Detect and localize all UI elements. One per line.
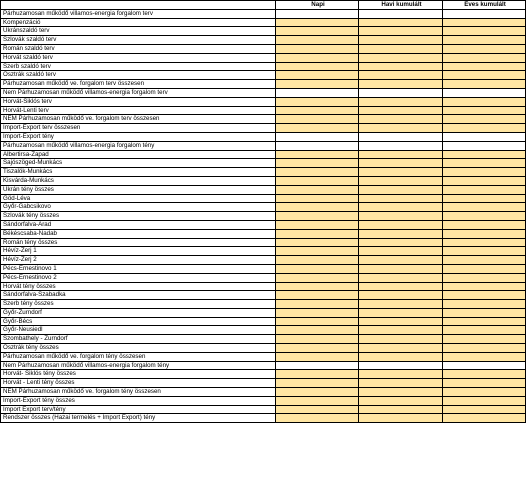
row-label: Nem Párhuzamosan működő villamos-energia forgalom terv <box>1 88 276 97</box>
monthly-cumulative-cell[interactable] <box>359 18 443 27</box>
row-label: Kisvárda-Munkács <box>1 176 276 185</box>
row-label: Horvát-Lenti terv <box>1 106 276 115</box>
monthly-cumulative-cell[interactable] <box>359 106 443 115</box>
yearly-cumulative-cell[interactable] <box>443 132 526 141</box>
yearly-cumulative-cell[interactable] <box>443 18 526 27</box>
row-label: Pécs-Ernestinovo 2 <box>1 273 276 282</box>
table-row <box>1 335 526 344</box>
row-label: Győr-Gabcsikovo <box>1 203 276 212</box>
daily-value-cell[interactable] <box>276 106 359 115</box>
monthly-cumulative-cell[interactable] <box>359 185 443 194</box>
yearly-cumulative-cell[interactable] <box>443 36 526 45</box>
section-row <box>1 9 526 18</box>
daily-value-cell[interactable] <box>276 388 359 397</box>
yearly-cumulative-cell[interactable] <box>443 194 526 203</box>
daily-value-cell[interactable] <box>276 27 359 36</box>
row-label: Import-Export terv összesen <box>1 124 276 133</box>
row-label: Import-Export tény <box>1 132 276 141</box>
yearly-cumulative-cell[interactable] <box>443 317 526 326</box>
monthly-cumulative-cell[interactable] <box>359 396 443 405</box>
daily-value-cell[interactable] <box>276 414 359 423</box>
table-row <box>1 159 526 168</box>
daily-value-cell[interactable] <box>276 264 359 273</box>
yearly-cumulative-cell[interactable] <box>443 344 526 353</box>
daily-value-cell[interactable] <box>276 326 359 335</box>
table-row <box>1 203 526 212</box>
row-label: Sándorfalva-Szabadka <box>1 291 276 300</box>
table-row <box>1 414 526 423</box>
row-label: Győr-Bécs <box>1 317 276 326</box>
table-row <box>1 53 526 62</box>
daily-value-cell[interactable] <box>276 194 359 203</box>
section-row <box>1 141 526 150</box>
row-label: Osztrák szaldó terv <box>1 71 276 80</box>
daily-value-cell[interactable] <box>276 80 359 89</box>
yearly-cumulative-cell[interactable] <box>443 308 526 317</box>
row-label: Hévíz-Zerj 2 <box>1 256 276 265</box>
monthly-cumulative-cell[interactable] <box>359 36 443 45</box>
daily-value-cell[interactable] <box>276 36 359 45</box>
table-row <box>1 317 526 326</box>
monthly-cumulative-cell[interactable] <box>359 124 443 133</box>
yearly-cumulative-cell[interactable] <box>443 370 526 379</box>
row-label: Göd-Léva <box>1 194 276 203</box>
row-label: Osztrák tény összes <box>1 344 276 353</box>
daily-value-cell[interactable] <box>276 379 359 388</box>
row-label: Párhuzamosan működő villamos-energia forgalom terv <box>1 9 276 18</box>
table-row <box>1 150 526 159</box>
header-yearly-cumulative: Éves kumulált <box>443 1 526 10</box>
yearly-cumulative-cell[interactable] <box>443 291 526 300</box>
yearly-cumulative-cell[interactable] <box>443 238 526 247</box>
row-label: Horvát- Siklós tény összes <box>1 370 276 379</box>
daily-value-cell[interactable] <box>276 62 359 71</box>
monthly-cumulative-cell[interactable] <box>359 141 443 150</box>
daily-value-cell[interactable] <box>276 9 359 18</box>
monthly-cumulative-cell[interactable] <box>359 414 443 423</box>
row-label: Szerb szaldó terv <box>1 62 276 71</box>
table-body <box>1 9 526 422</box>
table-row <box>1 326 526 335</box>
monthly-cumulative-cell[interactable] <box>359 361 443 370</box>
monthly-cumulative-cell[interactable] <box>359 168 443 177</box>
monthly-cumulative-cell[interactable] <box>359 150 443 159</box>
table-row <box>1 80 526 89</box>
monthly-cumulative-cell[interactable] <box>359 132 443 141</box>
monthly-cumulative-cell[interactable] <box>359 317 443 326</box>
table-row <box>1 344 526 353</box>
yearly-cumulative-cell[interactable] <box>443 379 526 388</box>
table-row <box>1 370 526 379</box>
monthly-cumulative-cell[interactable] <box>359 264 443 273</box>
monthly-cumulative-cell[interactable] <box>359 62 443 71</box>
row-label: Tiszalök-Munkács <box>1 168 276 177</box>
monthly-cumulative-cell[interactable] <box>359 300 443 309</box>
yearly-cumulative-cell[interactable] <box>443 27 526 36</box>
daily-value-cell[interactable] <box>276 282 359 291</box>
table-row <box>1 124 526 133</box>
daily-value-cell[interactable] <box>276 247 359 256</box>
yearly-cumulative-cell[interactable] <box>443 247 526 256</box>
table-row <box>1 106 526 115</box>
monthly-cumulative-cell[interactable] <box>359 388 443 397</box>
section-row <box>1 361 526 370</box>
table-row <box>1 308 526 317</box>
monthly-cumulative-cell[interactable] <box>359 352 443 361</box>
yearly-cumulative-cell[interactable] <box>443 273 526 282</box>
row-label: Román tény összes <box>1 238 276 247</box>
yearly-cumulative-cell[interactable] <box>443 388 526 397</box>
daily-value-cell[interactable] <box>276 370 359 379</box>
monthly-cumulative-cell[interactable] <box>359 370 443 379</box>
table-row <box>1 396 526 405</box>
monthly-cumulative-cell[interactable] <box>359 194 443 203</box>
yearly-cumulative-cell[interactable] <box>443 141 526 150</box>
row-label: Horvát tény összes <box>1 282 276 291</box>
monthly-cumulative-cell[interactable] <box>359 282 443 291</box>
monthly-cumulative-cell[interactable] <box>359 9 443 18</box>
table-row <box>1 62 526 71</box>
monthly-cumulative-cell[interactable] <box>359 291 443 300</box>
yearly-cumulative-cell[interactable] <box>443 97 526 106</box>
yearly-cumulative-cell[interactable] <box>443 150 526 159</box>
monthly-cumulative-cell[interactable] <box>359 53 443 62</box>
daily-value-cell[interactable] <box>276 308 359 317</box>
yearly-cumulative-cell[interactable] <box>443 282 526 291</box>
table-row <box>1 36 526 45</box>
daily-value-cell[interactable] <box>276 88 359 97</box>
row-label: Ukrán tény összes <box>1 185 276 194</box>
monthly-cumulative-cell[interactable] <box>359 203 443 212</box>
daily-value-cell[interactable] <box>276 159 359 168</box>
daily-value-cell[interactable] <box>276 220 359 229</box>
yearly-cumulative-cell[interactable] <box>443 352 526 361</box>
monthly-cumulative-cell[interactable] <box>359 238 443 247</box>
yearly-cumulative-cell[interactable] <box>443 185 526 194</box>
table-row <box>1 97 526 106</box>
daily-value-cell[interactable] <box>276 212 359 221</box>
monthly-cumulative-cell[interactable] <box>359 247 443 256</box>
header-row <box>1 1 526 10</box>
daily-value-cell[interactable] <box>276 176 359 185</box>
yearly-cumulative-cell[interactable] <box>443 300 526 309</box>
monthly-cumulative-cell[interactable] <box>359 115 443 124</box>
yearly-cumulative-cell[interactable] <box>443 212 526 221</box>
row-label: Horvát - Lenti tény összes <box>1 379 276 388</box>
monthly-cumulative-cell[interactable] <box>359 229 443 238</box>
row-label: Szombathely - Zurndorf <box>1 335 276 344</box>
header-label-column <box>1 1 276 10</box>
daily-value-cell[interactable] <box>276 300 359 309</box>
table-row <box>1 247 526 256</box>
monthly-cumulative-cell[interactable] <box>359 71 443 80</box>
monthly-cumulative-cell[interactable] <box>359 88 443 97</box>
monthly-cumulative-cell[interactable] <box>359 212 443 221</box>
table-row <box>1 176 526 185</box>
daily-value-cell[interactable] <box>276 203 359 212</box>
daily-value-cell[interactable] <box>276 291 359 300</box>
daily-value-cell[interactable] <box>276 18 359 27</box>
row-label: Albertirsa-Zapad <box>1 150 276 159</box>
row-label: Párhuzamosan működő ve. forgalom tény összesen <box>1 352 276 361</box>
daily-value-cell[interactable] <box>276 124 359 133</box>
monthly-cumulative-cell[interactable] <box>359 344 443 353</box>
daily-value-cell[interactable] <box>276 273 359 282</box>
daily-value-cell[interactable] <box>276 405 359 414</box>
row-label: Győr-Neusiedl <box>1 326 276 335</box>
row-label: Román szaldó terv <box>1 44 276 53</box>
monthly-cumulative-cell[interactable] <box>359 405 443 414</box>
monthly-cumulative-cell[interactable] <box>359 176 443 185</box>
section-row <box>1 132 526 141</box>
row-label: NEM Párhuzamosan működő ve. forgalom tény összesen <box>1 388 276 397</box>
monthly-cumulative-cell[interactable] <box>359 326 443 335</box>
daily-value-cell[interactable] <box>276 44 359 53</box>
row-label: Békéscsaba-Nadab <box>1 229 276 238</box>
yearly-cumulative-cell[interactable] <box>443 62 526 71</box>
yearly-cumulative-cell[interactable] <box>443 264 526 273</box>
table-row <box>1 300 526 309</box>
monthly-cumulative-cell[interactable] <box>359 80 443 89</box>
row-label: NEM Párhuzamosan működő ve. forgalom terv összesen <box>1 115 276 124</box>
daily-value-cell[interactable] <box>276 150 359 159</box>
daily-value-cell[interactable] <box>276 361 359 370</box>
table-row <box>1 194 526 203</box>
yearly-cumulative-cell[interactable] <box>443 405 526 414</box>
daily-value-cell[interactable] <box>276 238 359 247</box>
daily-value-cell[interactable] <box>276 53 359 62</box>
row-label: Párhuzamosan működő ve. forgalom terv összesen <box>1 80 276 89</box>
table-row <box>1 291 526 300</box>
row-label: Párhuzamosan működő villamos-energia forgalom tény <box>1 141 276 150</box>
daily-value-cell[interactable] <box>276 335 359 344</box>
table-row <box>1 212 526 221</box>
yearly-cumulative-cell[interactable] <box>443 220 526 229</box>
table-row <box>1 264 526 273</box>
header-monthly-cumulative: Havi kumulált <box>359 1 443 10</box>
daily-value-cell[interactable] <box>276 168 359 177</box>
table-row <box>1 405 526 414</box>
yearly-cumulative-cell[interactable] <box>443 80 526 89</box>
yearly-cumulative-cell[interactable] <box>443 326 526 335</box>
daily-value-cell[interactable] <box>276 71 359 80</box>
row-label: Szerb tény összes <box>1 300 276 309</box>
yearly-cumulative-cell[interactable] <box>443 203 526 212</box>
yearly-cumulative-cell[interactable] <box>443 159 526 168</box>
section-row <box>1 88 526 97</box>
table-row <box>1 379 526 388</box>
yearly-cumulative-cell[interactable] <box>443 256 526 265</box>
table-row <box>1 185 526 194</box>
row-label: Sajószöged-Munkács <box>1 159 276 168</box>
monthly-cumulative-cell[interactable] <box>359 27 443 36</box>
table-row <box>1 282 526 291</box>
yearly-cumulative-cell[interactable] <box>443 115 526 124</box>
yearly-cumulative-cell[interactable] <box>443 335 526 344</box>
table-row <box>1 220 526 229</box>
yearly-cumulative-cell[interactable] <box>443 168 526 177</box>
monthly-cumulative-cell[interactable] <box>359 256 443 265</box>
daily-value-cell[interactable] <box>276 317 359 326</box>
table-row <box>1 27 526 36</box>
monthly-cumulative-cell[interactable] <box>359 379 443 388</box>
row-label: Import-Export tény összes <box>1 396 276 405</box>
yearly-cumulative-cell[interactable] <box>443 396 526 405</box>
daily-value-cell[interactable] <box>276 115 359 124</box>
yearly-cumulative-cell[interactable] <box>443 414 526 423</box>
yearly-cumulative-cell[interactable] <box>443 53 526 62</box>
yearly-cumulative-cell[interactable] <box>443 361 526 370</box>
yearly-cumulative-cell[interactable] <box>443 88 526 97</box>
yearly-cumulative-cell[interactable] <box>443 124 526 133</box>
yearly-cumulative-cell[interactable] <box>443 229 526 238</box>
row-label: Kompenzáció <box>1 18 276 27</box>
yearly-cumulative-cell[interactable] <box>443 106 526 115</box>
row-label: Horvát-Siklós terv <box>1 97 276 106</box>
row-label: Sándorfalva-Arad <box>1 220 276 229</box>
header-daily: Napi <box>276 1 359 10</box>
table-row <box>1 71 526 80</box>
row-label: Pécs-Ernestinovo 1 <box>1 264 276 273</box>
daily-value-cell[interactable] <box>276 185 359 194</box>
table-row <box>1 229 526 238</box>
table-row <box>1 238 526 247</box>
table-row <box>1 273 526 282</box>
row-label: Nem Párhuzamosan működő villamos-energia forgalom tény <box>1 361 276 370</box>
monthly-cumulative-cell[interactable] <box>359 308 443 317</box>
daily-value-cell[interactable] <box>276 396 359 405</box>
monthly-cumulative-cell[interactable] <box>359 159 443 168</box>
yearly-cumulative-cell[interactable] <box>443 9 526 18</box>
row-label: Szlovák szaldó terv <box>1 36 276 45</box>
row-label: Horvát szaldó terv <box>1 53 276 62</box>
row-label: Hévíz-Zerj 1 <box>1 247 276 256</box>
yearly-cumulative-cell[interactable] <box>443 176 526 185</box>
table-row <box>1 352 526 361</box>
monthly-cumulative-cell[interactable] <box>359 273 443 282</box>
daily-value-cell[interactable] <box>276 132 359 141</box>
monthly-cumulative-cell[interactable] <box>359 335 443 344</box>
daily-value-cell[interactable] <box>276 352 359 361</box>
daily-value-cell[interactable] <box>276 141 359 150</box>
table-row <box>1 115 526 124</box>
daily-value-cell[interactable] <box>276 97 359 106</box>
monthly-cumulative-cell[interactable] <box>359 220 443 229</box>
yearly-cumulative-cell[interactable] <box>443 44 526 53</box>
table-row <box>1 256 526 265</box>
monthly-cumulative-cell[interactable] <box>359 97 443 106</box>
daily-value-cell[interactable] <box>276 256 359 265</box>
table-row <box>1 168 526 177</box>
daily-value-cell[interactable] <box>276 344 359 353</box>
table-row <box>1 44 526 53</box>
table-row <box>1 18 526 27</box>
monthly-cumulative-cell[interactable] <box>359 44 443 53</box>
table-row <box>1 388 526 397</box>
yearly-cumulative-cell[interactable] <box>443 71 526 80</box>
daily-value-cell[interactable] <box>276 229 359 238</box>
row-label: Import Export terv/tény <box>1 405 276 414</box>
row-label: Szlovák tény összes <box>1 212 276 221</box>
row-label: Győr-Zurndorf <box>1 308 276 317</box>
row-label: Rendszer összes (Hazai termelés + Import Export) tény <box>1 414 276 423</box>
row-label: Ukránszaldó terv <box>1 27 276 36</box>
